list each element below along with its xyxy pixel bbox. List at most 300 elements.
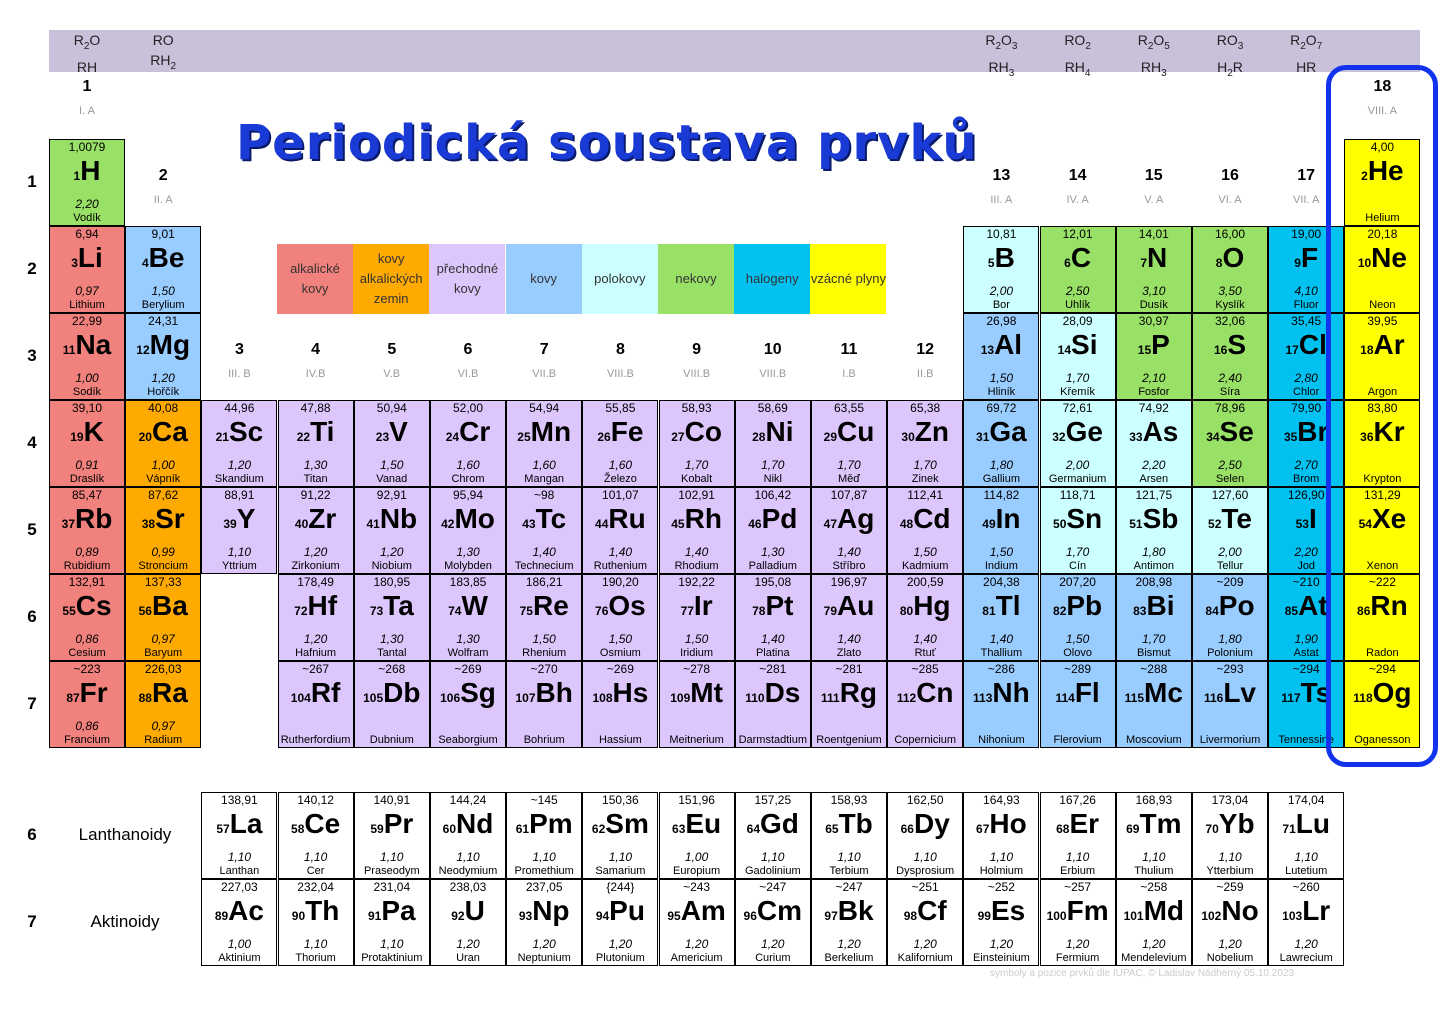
atomic-number: 86 xyxy=(1357,604,1371,618)
element-name: Tennessine xyxy=(1278,734,1335,746)
element-ac[interactable] xyxy=(201,879,277,966)
element-no[interactable] xyxy=(1192,879,1268,966)
element-symbol: 12Mg xyxy=(136,329,191,360)
element-name: Neodymium xyxy=(438,865,498,877)
element-name: Draslík xyxy=(69,473,105,485)
element-bh[interactable] xyxy=(506,661,582,748)
element-ca[interactable] xyxy=(125,400,201,487)
element-po[interactable] xyxy=(1192,574,1268,661)
element-name: Promethium xyxy=(514,865,574,877)
group-number: 8 xyxy=(615,341,625,358)
element-name: Hafnium xyxy=(295,647,337,659)
electronegativity: 1,10 xyxy=(608,850,633,864)
element-fl[interactable] xyxy=(1040,661,1116,748)
element-symbol: 64Gd xyxy=(746,808,799,839)
electronegativity: 1,10 xyxy=(532,850,556,864)
element-cm[interactable] xyxy=(735,879,811,966)
atomic-number: 97 xyxy=(824,909,838,923)
group-roman: II.B xyxy=(916,368,934,380)
element-ga[interactable] xyxy=(963,400,1039,487)
element-p[interactable] xyxy=(1116,313,1192,400)
atomic-number: 17 xyxy=(1285,343,1299,357)
atomic-mass: 1,0079 xyxy=(68,140,106,154)
element-name: Holmium xyxy=(979,865,1024,877)
element-dy[interactable] xyxy=(887,792,963,879)
atomic-mass: 238,03 xyxy=(449,880,487,894)
group-roman: V.B xyxy=(383,368,401,380)
element-cd[interactable] xyxy=(887,487,963,574)
atomic-number: 77 xyxy=(680,604,694,618)
electronegativity: 1,10 xyxy=(761,850,785,864)
element-symbol: 73Ta xyxy=(369,590,414,621)
element-name: Erbium xyxy=(1060,865,1096,877)
element-er[interactable] xyxy=(1040,792,1116,879)
electronegativity: 1,10 xyxy=(456,850,480,864)
element-ra[interactable] xyxy=(125,661,201,748)
atomic-number: 76 xyxy=(595,604,609,618)
element-symbol: 62Sm xyxy=(591,808,649,839)
element-au[interactable] xyxy=(811,574,887,661)
atomic-number: 101 xyxy=(1123,909,1144,923)
electronegativity: 1,50 xyxy=(532,632,556,646)
atomic-mass: 101,07 xyxy=(602,488,639,502)
element-gd[interactable] xyxy=(735,792,811,879)
period-number: 5 xyxy=(27,520,37,539)
element-mt[interactable] xyxy=(659,661,735,748)
period-number: 3 xyxy=(27,346,37,365)
atomic-mass: 192,22 xyxy=(678,575,715,589)
atomic-number: 27 xyxy=(671,430,685,444)
atomic-mass: 126,90 xyxy=(1287,488,1325,502)
element-symbol: 94Pu xyxy=(595,895,645,926)
electronegativity: 2,80 xyxy=(1294,371,1318,385)
element-li[interactable] xyxy=(49,226,125,313)
element-name: Lanthan xyxy=(219,865,260,877)
element-name: Nobelium xyxy=(1206,952,1254,964)
element-v[interactable] xyxy=(354,400,430,487)
atomic-number: 35 xyxy=(1283,430,1298,444)
element-name: Europium xyxy=(673,865,721,877)
electronegativity: 0,97 xyxy=(75,284,99,298)
element-na[interactable] xyxy=(49,313,125,400)
element-fe[interactable] xyxy=(582,400,658,487)
element-pa[interactable] xyxy=(354,879,430,966)
element-be[interactable] xyxy=(125,226,201,313)
element-symbol: 37Rb xyxy=(61,503,113,534)
atomic-number: 82 xyxy=(1053,604,1067,618)
element-name: Rubidium xyxy=(63,560,111,572)
element-name: Germanium xyxy=(1048,473,1107,485)
element-as[interactable] xyxy=(1116,400,1192,487)
element-sr[interactable] xyxy=(125,487,201,574)
element-fr[interactable] xyxy=(49,661,125,748)
atomic-mass: 150,36 xyxy=(602,793,639,807)
electronegativity: 1,80 xyxy=(989,458,1014,472)
element-symbol: 58Ce xyxy=(291,808,341,839)
hydride-formula: $RH_4$ xyxy=(1064,58,1091,79)
electronegativity: 1,50 xyxy=(989,545,1014,559)
electronegativity: 1,20 xyxy=(1065,937,1090,951)
element-bi[interactable] xyxy=(1116,574,1192,661)
atomic-number: 90 xyxy=(291,909,306,923)
element-symbol: 41Nb xyxy=(366,503,418,534)
element-te[interactable] xyxy=(1192,487,1268,574)
element-name: Vápník xyxy=(146,473,181,485)
element-ge[interactable] xyxy=(1040,400,1116,487)
electronegativity: 1,20 xyxy=(1294,937,1318,951)
electronegativity: 1,50 xyxy=(380,458,404,472)
element-db[interactable] xyxy=(354,661,430,748)
element-lr[interactable] xyxy=(1268,879,1344,966)
element-mg[interactable] xyxy=(125,313,201,400)
electronegativity: 1,60 xyxy=(532,458,556,472)
oxide-hydride-formula xyxy=(1124,30,1184,84)
element-ti[interactable] xyxy=(278,400,354,487)
element-name: Cer xyxy=(306,865,325,877)
atomic-mass: 174,04 xyxy=(1287,793,1325,807)
period-number: 6 xyxy=(27,607,37,626)
element-name: Darmstadtium xyxy=(738,734,808,746)
atomic-mass: ~145 xyxy=(530,793,558,807)
element-symbol: 61Pm xyxy=(515,808,573,839)
atomic-mass: 32,06 xyxy=(1214,314,1246,328)
element-os[interactable] xyxy=(582,574,658,661)
element-symbol: 104Rf xyxy=(290,677,341,708)
electronegativity: 1,40 xyxy=(761,632,785,646)
atomic-mass: 162,50 xyxy=(906,793,944,807)
element-pu[interactable] xyxy=(582,879,658,966)
element-re[interactable] xyxy=(506,574,582,661)
atomic-number: 19 xyxy=(70,430,84,444)
electronegativity: 1,70 xyxy=(1065,545,1090,559)
element-cs[interactable] xyxy=(49,574,125,661)
element-name: Neptunium xyxy=(517,952,571,964)
element-k[interactable] xyxy=(49,400,125,487)
element-symbol: 28Ni xyxy=(752,416,794,447)
atomic-number: 1 xyxy=(73,169,81,183)
atomic-number: 8 xyxy=(1215,256,1223,270)
element-name: Cesium xyxy=(68,647,106,659)
atomic-mass: 91,22 xyxy=(300,488,331,502)
atomic-mass: 158,93 xyxy=(830,793,868,807)
element-rh[interactable] xyxy=(659,487,735,574)
atomic-mass: 58,93 xyxy=(681,401,712,415)
element-name: Chrom xyxy=(451,473,485,485)
element-b[interactable] xyxy=(963,226,1039,313)
electronegativity: 1,10 xyxy=(989,850,1014,864)
atomic-number: 29 xyxy=(823,430,838,444)
element-name: Yttrium xyxy=(221,560,257,572)
element-name: Einsteinium xyxy=(972,952,1030,964)
element-ir[interactable] xyxy=(659,574,735,661)
element-w[interactable] xyxy=(430,574,506,661)
element-ce[interactable] xyxy=(278,792,354,879)
element-nb[interactable] xyxy=(354,487,430,574)
element-sm[interactable] xyxy=(582,792,658,879)
element-symbol: 59Pr xyxy=(370,808,414,839)
electronegativity: 1,70 xyxy=(1142,632,1166,646)
atomic-number: 3 xyxy=(71,256,78,270)
element-tm[interactable] xyxy=(1116,792,1192,879)
element-name: Nihonium xyxy=(978,734,1025,746)
element-np[interactable] xyxy=(506,879,582,966)
element-cf[interactable] xyxy=(887,879,963,966)
atomic-number: 118 xyxy=(1353,691,1373,705)
element-symbol: 3Li xyxy=(71,242,103,273)
element-symbol: 43Tc xyxy=(522,503,567,534)
atomic-number: 48 xyxy=(899,517,914,531)
element-tl[interactable] xyxy=(963,574,1039,661)
element-name: Palladium xyxy=(748,560,797,572)
atomic-number: 87 xyxy=(66,691,80,705)
element-symbol: 54Xe xyxy=(1358,503,1407,534)
element-si[interactable] xyxy=(1040,313,1116,400)
element-se[interactable] xyxy=(1192,400,1268,487)
element-symbol: 66Dy xyxy=(900,808,950,839)
electronegativity: 1,50 xyxy=(684,632,709,646)
atomic-number: 50 xyxy=(1053,517,1067,531)
element-name: Tantal xyxy=(377,647,407,659)
atomic-mass: 85,47 xyxy=(71,488,103,502)
element-al[interactable] xyxy=(963,313,1039,400)
atomic-mass: ~269 xyxy=(454,662,482,676)
atomic-number: 102 xyxy=(1201,909,1222,923)
element-symbol: 49In xyxy=(982,503,1021,534)
atomic-number: 41 xyxy=(366,517,380,531)
electronegativity: 0,91 xyxy=(75,458,99,472)
element-u[interactable] xyxy=(430,879,506,966)
element-name: Roentgenium xyxy=(816,734,882,746)
element-hf[interactable] xyxy=(278,574,354,661)
element-pd[interactable] xyxy=(735,487,811,574)
element-symbol: 74W xyxy=(448,590,488,621)
atomic-mass: ~270 xyxy=(530,662,558,676)
electronegativity: 1,40 xyxy=(989,632,1014,646)
element-tb[interactable] xyxy=(811,792,887,879)
atomic-mass: 183,85 xyxy=(449,575,487,589)
element-mc[interactable] xyxy=(1116,661,1192,748)
element-symbol: 84Po xyxy=(1205,590,1255,621)
element-mn[interactable] xyxy=(506,400,582,487)
element-name: Neon xyxy=(1369,299,1396,311)
atomic-number: 20 xyxy=(138,430,152,444)
element-am[interactable] xyxy=(659,879,735,966)
atomic-mass: ~288 xyxy=(1140,662,1168,676)
element-symbol: 42Mo xyxy=(441,503,495,534)
element-yb[interactable] xyxy=(1192,792,1268,879)
element-zr[interactable] xyxy=(278,487,354,574)
electronegativity: 1,20 xyxy=(684,937,709,951)
element-th[interactable] xyxy=(278,879,354,966)
atomic-mass: 14,01 xyxy=(1138,227,1169,241)
atomic-mass: 39,10 xyxy=(71,401,103,415)
element-symbol: 56Ba xyxy=(138,590,188,621)
atomic-number: 110 xyxy=(745,691,765,705)
element-fm[interactable] xyxy=(1040,879,1116,966)
element-pt[interactable] xyxy=(735,574,811,661)
atomic-number: 79 xyxy=(823,604,838,618)
atomic-number: 106 xyxy=(440,691,461,705)
element-nh[interactable] xyxy=(963,661,1039,748)
element-pm[interactable] xyxy=(506,792,582,879)
element-name: Fermium xyxy=(1055,952,1100,964)
element-o[interactable] xyxy=(1192,226,1268,313)
atomic-number: 6 xyxy=(1064,256,1071,270)
element-name: Thulium xyxy=(1134,865,1174,877)
atomic-mass: {244} xyxy=(606,880,635,894)
group-number: 10 xyxy=(763,341,782,358)
electronegativity: 2,20 xyxy=(75,197,99,211)
element-mo[interactable] xyxy=(430,487,506,574)
element-la[interactable] xyxy=(201,792,277,879)
atomic-mass: 226,03 xyxy=(144,662,182,676)
element-sb[interactable] xyxy=(1116,487,1192,574)
element-h[interactable] xyxy=(49,139,125,226)
atomic-number: 59 xyxy=(370,822,384,836)
element-s[interactable] xyxy=(1192,313,1268,400)
element-pr[interactable] xyxy=(354,792,430,879)
atomic-number: 92 xyxy=(451,909,465,923)
element-symbol: 11Na xyxy=(62,329,112,360)
element-symbol: 31Ga xyxy=(976,416,1027,447)
group-number: 1 xyxy=(82,78,92,95)
atomic-mass: 132,91 xyxy=(68,575,106,589)
element-name: Fosfor xyxy=(1138,386,1170,398)
element-nd[interactable] xyxy=(430,792,506,879)
element-symbol: 76Os xyxy=(595,590,646,621)
atomic-number: 65 xyxy=(825,822,839,836)
group-roman: VIII. A xyxy=(1367,105,1398,117)
electronegativity: 2,50 xyxy=(1218,458,1242,472)
electronegativity: 0,89 xyxy=(75,545,99,559)
element-name: Měď xyxy=(837,473,861,485)
atomic-number: 69 xyxy=(1126,822,1140,836)
element-cr[interactable] xyxy=(430,400,506,487)
electronegativity: 1,80 xyxy=(1142,545,1166,559)
element-pb[interactable] xyxy=(1040,574,1116,661)
atomic-mass: 83,80 xyxy=(1367,401,1398,415)
legend-item-alkaline: kovy alkalických zemin xyxy=(353,244,429,314)
element-rb[interactable] xyxy=(49,487,125,574)
legend-item-transition: přechodné kovy xyxy=(429,244,505,314)
element-symbol: 30Zn xyxy=(901,416,949,447)
element-symbol: 34Se xyxy=(1206,416,1254,447)
element-rf[interactable] xyxy=(278,661,354,748)
element-ba[interactable] xyxy=(125,574,201,661)
atomic-number: 40 xyxy=(294,517,309,531)
element-md[interactable] xyxy=(1116,879,1192,966)
atomic-mass: 12,01 xyxy=(1062,227,1093,241)
element-name: Thorium xyxy=(295,952,336,964)
oxide-formula: $R_2O_5$ xyxy=(1137,32,1170,52)
atomic-number: 60 xyxy=(442,822,457,836)
atomic-number: 11 xyxy=(62,343,76,357)
element-rg[interactable] xyxy=(811,661,887,748)
element-sg[interactable] xyxy=(430,661,506,748)
electronegativity: 1,20 xyxy=(1142,937,1166,951)
element-symbol: 106Sg xyxy=(440,677,496,708)
electronegativity: 4,10 xyxy=(1294,284,1318,298)
atomic-mass: 173,04 xyxy=(1211,793,1249,807)
atomic-number: 26 xyxy=(597,430,611,444)
element-sn[interactable] xyxy=(1040,487,1116,574)
element-es[interactable] xyxy=(963,879,1039,966)
element-ru[interactable] xyxy=(582,487,658,574)
atomic-number: 46 xyxy=(748,517,762,531)
oxide-formula: $RO_3$ xyxy=(1216,32,1244,52)
atomic-number: 31 xyxy=(976,430,990,444)
element-ds[interactable] xyxy=(735,661,811,748)
electronegativity: 1,40 xyxy=(837,632,861,646)
element-hg[interactable] xyxy=(887,574,963,661)
element-symbol: 92U xyxy=(451,895,485,926)
element-y[interactable] xyxy=(201,487,277,574)
element-cu[interactable] xyxy=(811,400,887,487)
element-symbol: 60Nd xyxy=(442,808,494,839)
element-name: Chlor xyxy=(1293,386,1320,398)
element-ag[interactable] xyxy=(811,487,887,574)
element-name: Radium xyxy=(144,734,183,746)
oxide-hydride-formula xyxy=(133,30,193,77)
element-name: Thallium xyxy=(980,647,1023,659)
element-in[interactable] xyxy=(963,487,1039,574)
atomic-mass: 65,38 xyxy=(910,401,941,415)
element-name: Stříbro xyxy=(832,560,866,572)
atomic-mass: 118,71 xyxy=(1059,488,1096,502)
atomic-mass: 74,92 xyxy=(1138,401,1169,415)
element-ta[interactable] xyxy=(354,574,430,661)
element-ho[interactable] xyxy=(963,792,1039,879)
element-sc[interactable] xyxy=(201,400,277,487)
electronegativity: 0,99 xyxy=(151,545,175,559)
atomic-number: 49 xyxy=(982,517,996,531)
element-bk[interactable] xyxy=(811,879,887,966)
atomic-mass: 190,20 xyxy=(602,575,639,589)
element-name: Oganesson xyxy=(1354,734,1411,746)
electronegativity: 1,50 xyxy=(1065,632,1090,646)
element-tc[interactable] xyxy=(506,487,582,574)
element-n[interactable] xyxy=(1116,226,1192,313)
element-symbol: 1H xyxy=(73,155,101,186)
element-cn[interactable] xyxy=(887,661,963,748)
element-name: Xenon xyxy=(1366,560,1399,572)
atomic-number: 39 xyxy=(223,517,237,531)
element-name: Krypton xyxy=(1363,473,1402,485)
atomic-mass: 151,96 xyxy=(678,793,715,807)
element-symbol: 91Pa xyxy=(367,895,416,926)
atomic-mass: 200,59 xyxy=(906,575,944,589)
element-name: Arsen xyxy=(1139,473,1169,485)
element-symbol: 68Er xyxy=(1056,808,1100,839)
element-c[interactable] xyxy=(1040,226,1116,313)
element-eu[interactable] xyxy=(659,792,735,879)
element-hs[interactable] xyxy=(582,661,658,748)
electronegativity: 1,10 xyxy=(380,850,404,864)
element-name: Praseodym xyxy=(363,865,420,877)
element-symbol: 78Pt xyxy=(752,590,794,621)
element-name: Technecium xyxy=(514,560,574,572)
element-lu[interactable] xyxy=(1268,792,1344,879)
atomic-number: 58 xyxy=(291,822,305,836)
element-ni[interactable] xyxy=(735,400,811,487)
element-zn[interactable] xyxy=(887,400,963,487)
electronegativity: 1,30 xyxy=(303,458,328,472)
element-name: Titan xyxy=(303,473,328,485)
element-lv[interactable] xyxy=(1192,661,1268,748)
element-co[interactable] xyxy=(659,400,735,487)
electronegativity: 1,30 xyxy=(456,632,480,646)
atomic-mass: 167,26 xyxy=(1059,793,1096,807)
